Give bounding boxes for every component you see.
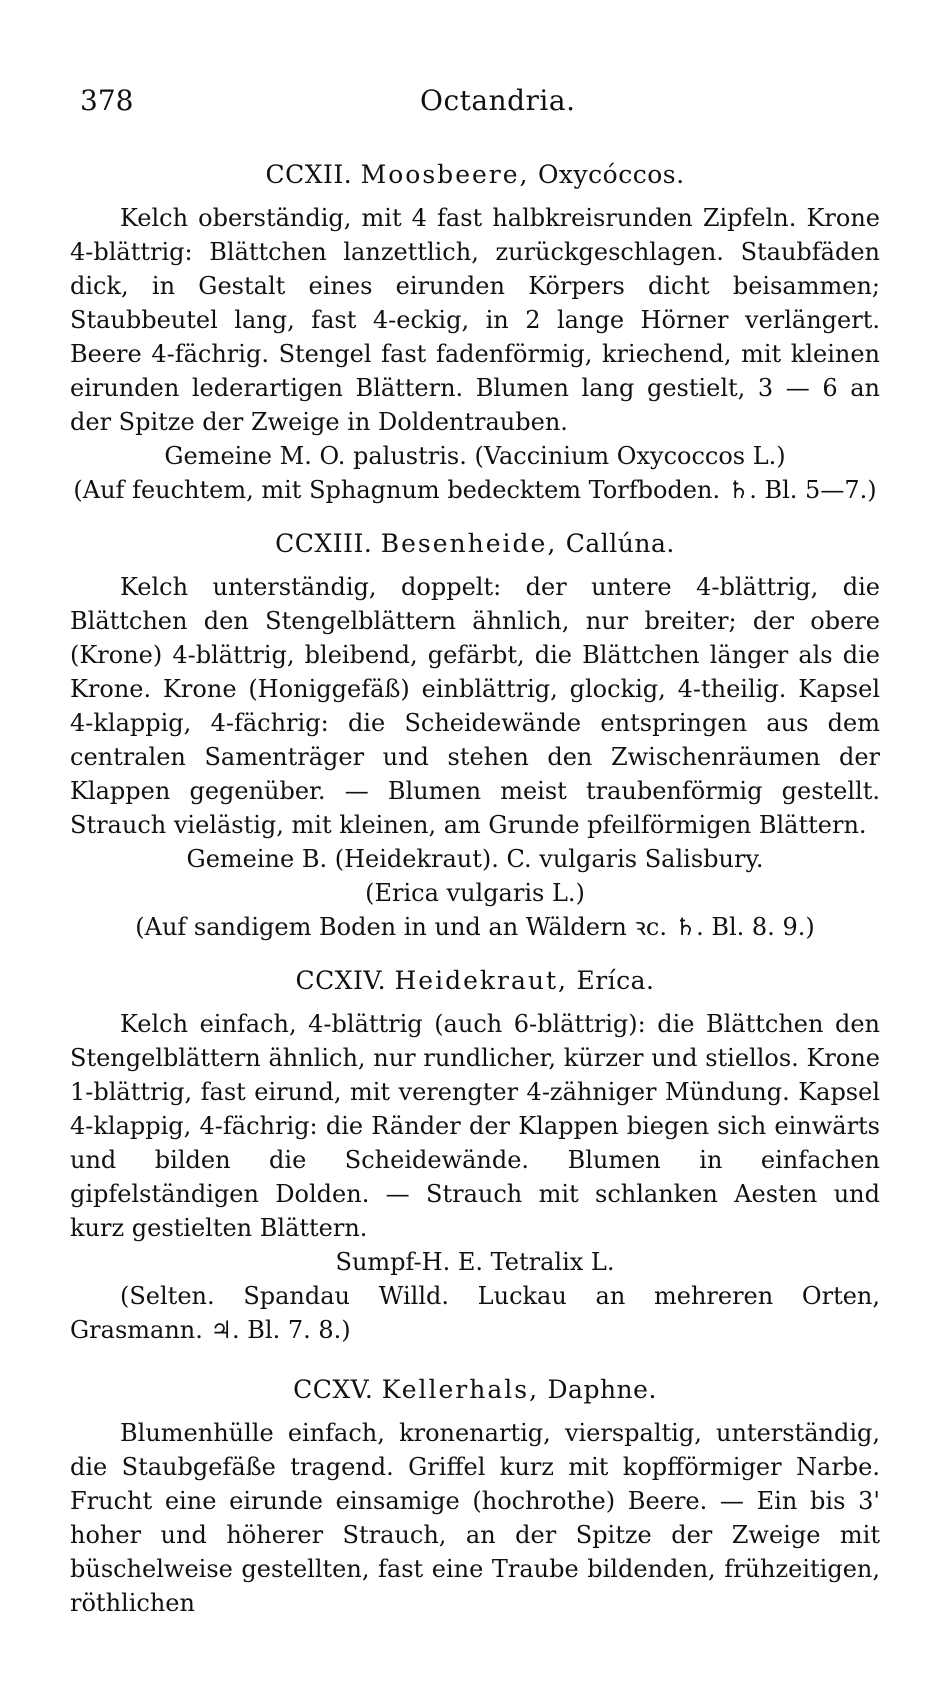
genus-german-name: Kellerhals, bbox=[381, 1375, 540, 1404]
page-header bbox=[80, 84, 860, 124]
page-number: 378 bbox=[80, 84, 134, 117]
genus-heading-daphne bbox=[70, 1375, 880, 1404]
genus-description: Kelch oberständig, mit 4 fast halbkreisrunden Zipfeln. Krone 4-blättrig: Blättchen lanzettlich, zurückgeschlagen. Staubfäden dick, in Gestalt eines eirunden Körpers dicht beisammen; Staubbeutel lang, fast 4-eckig, in 2 lange Hörner verlängert. Beere 4-fächrig. Stengel fast fadenförmig, kriechend, mit kleinen eirunden lederartigen Blättern. Blumen lang gestielt, 3 — 6 an der Spitze der Zweige in Doldentrauben. bbox=[70, 204, 880, 436]
genus-number: CCXV. bbox=[293, 1375, 374, 1404]
genus-latin-name: Eríca. bbox=[576, 966, 655, 995]
genus-latin-name: Oxycóccos. bbox=[537, 160, 685, 189]
species-habitat: (Auf feuchtem, mit Sphagnum bedecktem Torfboden. ♄. Bl. 5—7.) bbox=[73, 476, 877, 504]
genus-german-name: Besenheide, bbox=[380, 529, 558, 558]
genus-heading-oxycoccos bbox=[70, 160, 880, 189]
genus-german-name: Moosbeere, bbox=[360, 160, 530, 189]
genus-german-name: Heidekraut, bbox=[394, 966, 568, 995]
page-body bbox=[70, 160, 880, 1620]
species-line: Gemeine M. O. palustris. (Vaccinium Oxycoccos L.) bbox=[164, 442, 786, 470]
genus-description: Kelch unterständig, doppelt: der untere 4-blättrig, die Blättchen den Stengelblättern ähnlich, nur breiter; der obere (Krone) 4-blättrig, bleibend, gefärbt, die Blättchen länger als die Krone. Krone (Honiggefäß) einblättrig, glockig, 4-theilig. Kapsel 4-klappig, 4-fächrig: die Scheidewände entspringen aus dem centralen Samenträger und stehen den Zwischenräumen der Klappen gegenüber. — Blumen meist traubenförmig gestellt. Strauch vielästig, mit kleinen, am Grunde pfeilförmigen Blättern. bbox=[70, 573, 880, 839]
genus-heading-erica bbox=[70, 966, 880, 995]
species-line: Sumpf-H. E. Tetralix L. bbox=[335, 1248, 615, 1276]
genus-latin-name: Callúna. bbox=[565, 529, 675, 558]
genus-number: CCXIII. bbox=[275, 529, 373, 558]
genus-description: Kelch einfach, 4-blättrig (auch 6-blättrig): die Blättchen den Stengelblättern ähnlich, nur rundlicher, kürzer und stiellos. Krone 1-blättrig, fast eirund, mit verengter 4-zähniger Mündung. Kapsel 4-klappig, 4-fächrig: die Ränder der Klappen biegen sich einwärts und bilden die Scheidewände. Blumen in einfachen gipfelständigen Dolden. — Strauch mit schlanken Aesten und kurz gestielten Blättern. bbox=[70, 1010, 880, 1242]
running-head: Octandria. bbox=[420, 84, 576, 117]
genus-description: Blumenhülle einfach, kronenartig, vierspaltig, unterständig, die Staubgefäße tragend. Griffel kurz mit kopfförmiger Narbe. Frucht eine eirunde einsamige (hochrothe) Beere. — Ein bis 3' hoher und höherer Strauch, an der Spitze der Zweige mit büschelweise gestellten, fast eine Traube bildenden, frühzeitigen, röthlichen bbox=[70, 1419, 880, 1617]
species-habitat: (Selten. Spandau Willd. Luckau an mehreren Orten, Grasmann. ♃. Bl. 7. 8.) bbox=[70, 1282, 880, 1344]
genus-number: CCXIV. bbox=[295, 966, 387, 995]
genus-heading-calluna bbox=[70, 529, 880, 558]
species-habitat: (Auf sandigem Boden in und an Wäldern ꝛc. ♄. Bl. 8. 9.) bbox=[135, 913, 815, 941]
genus-number: CCXII. bbox=[265, 160, 353, 189]
genus-latin-name: Daphne. bbox=[547, 1375, 657, 1404]
species-synonym: (Erica vulgaris L.) bbox=[365, 879, 585, 907]
species-line: Gemeine B. (Heidekraut). C. vulgaris Salisbury. bbox=[186, 845, 764, 873]
